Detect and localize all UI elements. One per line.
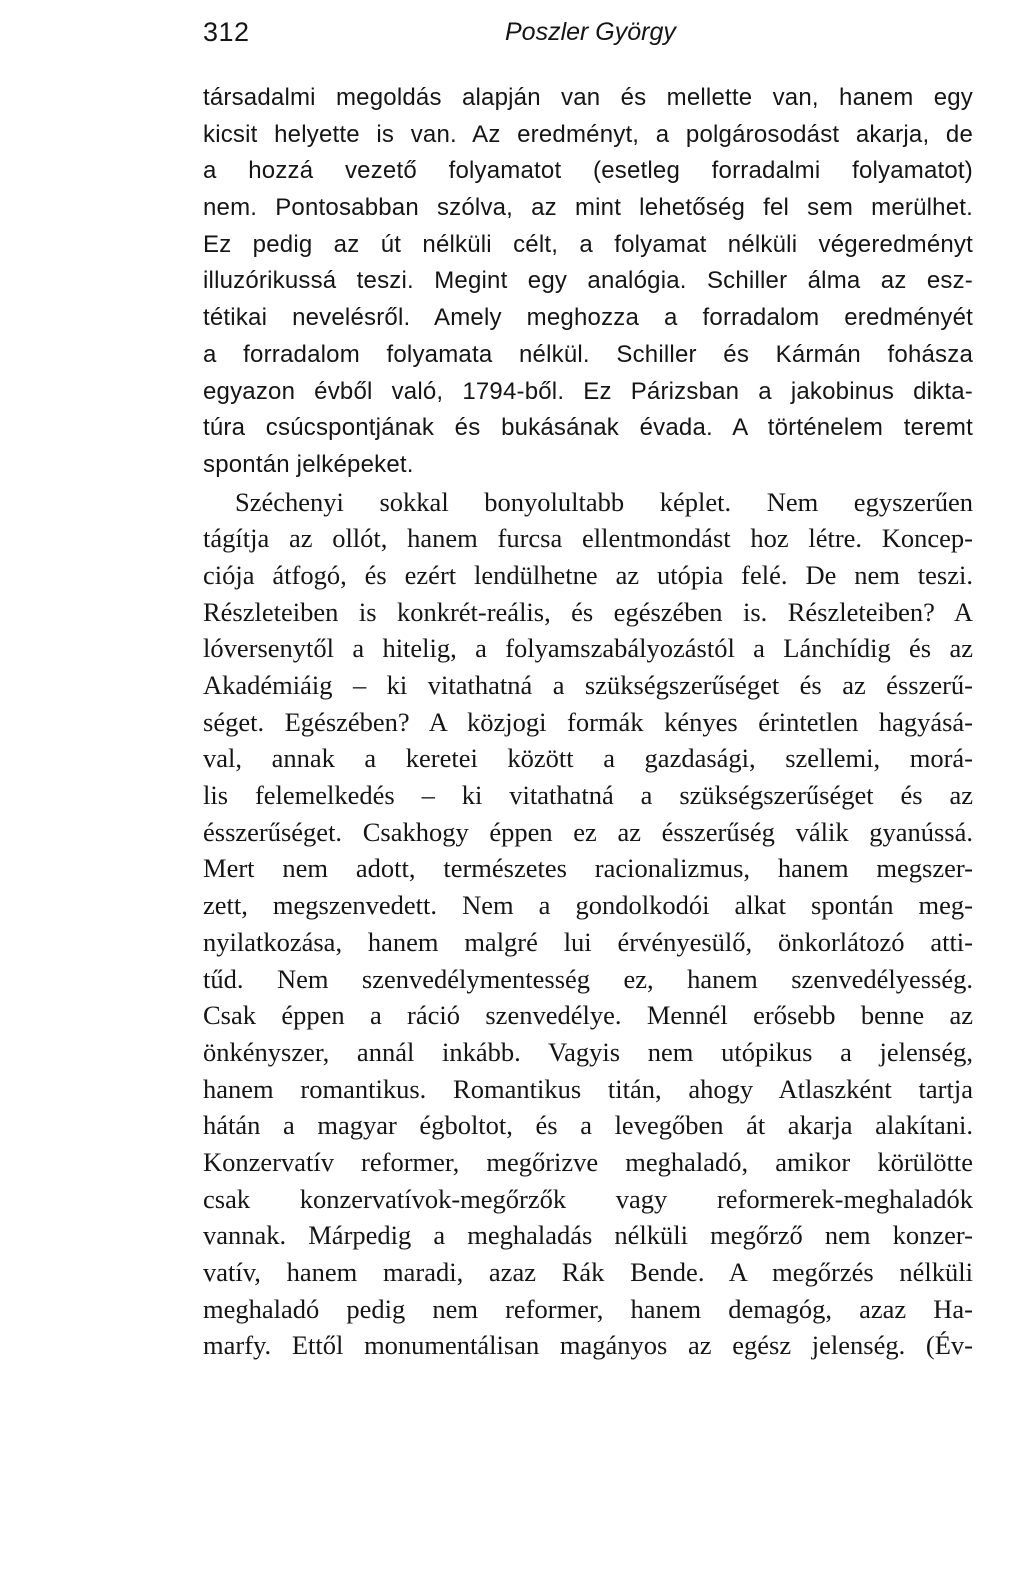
text-line: csak konzervatívok-megőrzők vagy reformerek-meghaladók (203, 1183, 973, 1214)
text-line: séget. Egészében? A közjogi formák kényes érintetlen hagyásá- (203, 706, 973, 737)
text-line: nem. Pontosabban szólva, az mint lehetőség fel sem merülhet. (203, 194, 973, 222)
text-line: Ez pedig az út nélküli célt, a folyamat nélküli végeredményt (203, 230, 973, 258)
text-line: ésszerűséget. Csakhogy éppen ez az ésszerűség válik gyanússá. (203, 816, 973, 847)
page-header (203, 14, 975, 54)
text-line: spontán jelképeket. (203, 450, 414, 478)
text-line: Akadémiáig – ki vitathatná a szükségszerűséget és az ésszerű- (203, 670, 973, 700)
running-head-author: Poszler György (505, 18, 676, 46)
text-line: zett, megszenvedett. Nem a gondolkodói alkat spontán meg- (203, 890, 973, 921)
text-line: vannak. Márpedig a meghaladás nélküli megőrző nem konzer- (203, 1220, 973, 1251)
text-line: Széchenyi sokkal bonyolultabb képlet. Nem egyszerűen (235, 486, 973, 517)
text-line: társadalmi megoldás alapján van és mellette van, hanem egy (203, 84, 973, 111)
text-line: hátán a magyar égboltot, és a levegőben át akarja alakítani. (203, 1110, 973, 1141)
text-line: meghaladó pedig nem reformer, hanem demagóg, azaz Ha- (203, 1293, 973, 1324)
text-line: Konzervatív reformer, megőrizve meghaladó, amikor körülötte (203, 1146, 973, 1177)
text-line: a hozzá vezető folyamatot (esetleg forradalmi folyamatot) (203, 157, 973, 185)
text-line: val, annak a keretei között a gazdasági, szellemi, morá- (203, 743, 973, 774)
text-line: lis felemelkedés – ki vitathatná a szükségszerűséget és az (203, 780, 973, 811)
text-line: illuzórikussá teszi. Megint egy analógia. Schiller álma az esz- (203, 267, 973, 295)
text-line: önkényszer, annál inkább. Vagyis nem utópikus a jelenség, (203, 1036, 973, 1067)
text-line: tétikai nevelésről. Amely meghozza a forradalom eredményét (203, 304, 973, 332)
text-line: ciója átfogó, és ezért lendülhetne az utópia felé. De nem teszi. (203, 559, 973, 590)
text-line: vatív, hanem maradi, azaz Rák Bende. A megőrzés nélküli (203, 1257, 973, 1287)
text-line: nyilatkozása, hanem malgré lui érvényesülő, önkorlátozó atti- (203, 926, 973, 957)
paragraph-2 (203, 484, 973, 1365)
body-text (203, 80, 973, 1364)
text-line: lóversenytől a hitelig, a folyamszabályozástól a Lánchídig és az (203, 633, 973, 664)
text-line: marfy. Ettől monumentálisan magányos az egész jelenség. (Év- (203, 1330, 973, 1361)
text-line: Csak éppen a ráció szenvedélye. Mennél erősebb benne az (203, 1000, 973, 1031)
text-line: hanem romantikus. Romantikus titán, ahogy Atlaszként tartja (203, 1073, 973, 1104)
text-line: kicsit helyette is van. Az eredményt, a polgárosodást akarja, de (203, 120, 973, 148)
text-line: a forradalom folyamata nélkül. Schiller és Kármán fohásza (203, 340, 973, 368)
text-line: Részleteiben is konkrét-reális, és egészében is. Részleteiben? A (203, 596, 973, 627)
text-line: túra csúcspontjának és bukásának évada. A történelem teremt (203, 414, 973, 442)
text-line: tűd. Nem szenvedélymentesség ez, hanem szenvedélyesség. (203, 963, 973, 994)
text-line: Mert nem adott, természetes racionalizmus, hanem megszer- (203, 853, 973, 884)
page-number: 312 (203, 17, 250, 47)
text-line: egyazon évből való, 1794-ből. Ez Párizsban a jakobinus dikta- (203, 377, 973, 405)
paragraph-1 (203, 80, 973, 484)
text-line: tágítja az ollót, hanem furcsa ellentmondást hoz létre. Koncep- (203, 523, 973, 554)
